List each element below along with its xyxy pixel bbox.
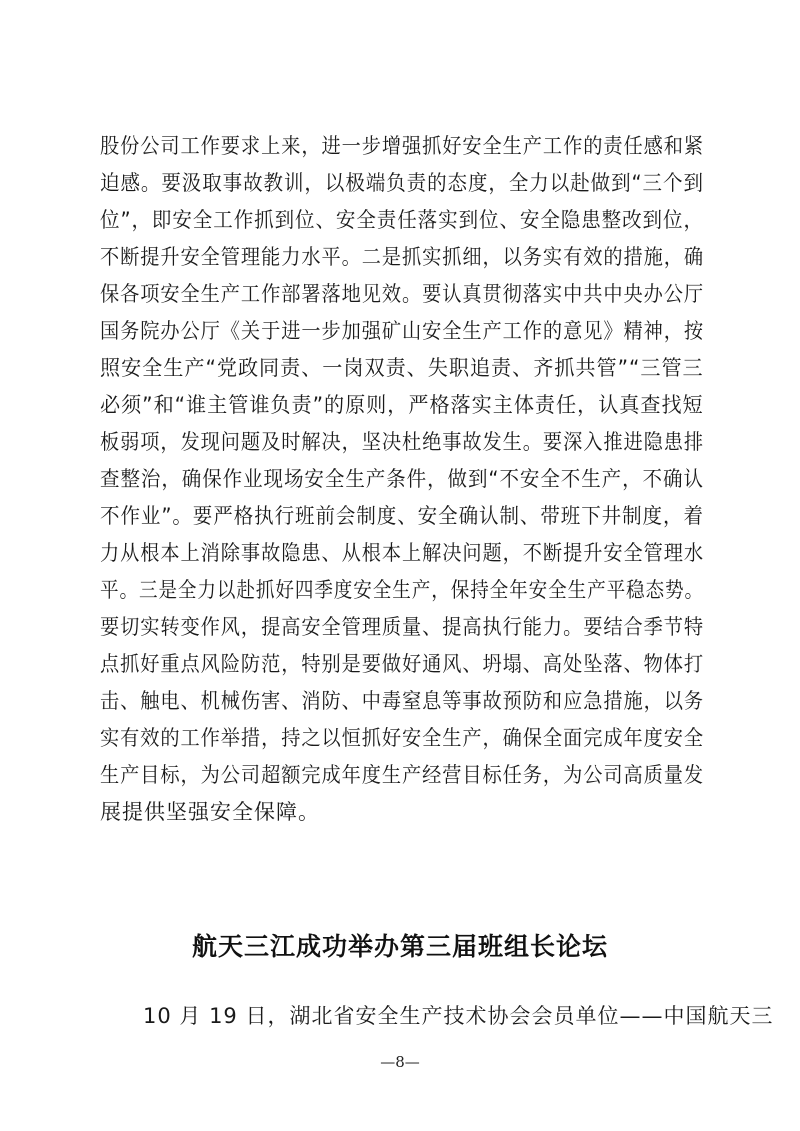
body-paragraph (100, 128, 704, 831)
article-heading: 航天三江成功举办第三届班组长论坛 (191, 932, 608, 961)
body-line: 迫感。要汲取事故教训，以极端负责的态度，全力以赴做到“三个到 (100, 171, 704, 195)
body-line: 位”，即安全工作抓到位、安全责任落实到位、安全隐患整改到位， (100, 208, 704, 232)
body-line: 平。三是全力以赴抓好四季度安全生产，保持全年安全生产平稳态势。 (100, 578, 704, 602)
body-line: 要切实转变作风，提高安全管理质量、提高执行能力。要结合季节特 (100, 615, 704, 639)
body-line: 板弱项，发现问题及时解决，坚决杜绝事故发生。要深入推进隐患排 (100, 430, 704, 454)
paragraph-first-line: 10 月 19 日，湖北省安全生产技术协会会员单位——中国航天三 (143, 1004, 774, 1028)
body-line: 股份公司工作要求上来，进一步增强抓好安全生产工作的责任感和紧 (100, 134, 704, 158)
body-line: 实有效的工作举措，持之以恒抓好安全生产，确保全面完成年度安全 (100, 726, 704, 750)
body-line: 必须”和“谁主管谁负责”的原则，严格落实主体责任，认真查找短 (100, 393, 704, 417)
body-line: 不断提升安全管理能力水平。二是抓实抓细，以务实有效的措施，确 (100, 245, 704, 269)
body-line: 国务院办公厅《关于进一步加强矿山安全生产工作的意见》精神，按 (100, 319, 704, 343)
body-line: 展提供坚强安全保障。 (100, 800, 320, 824)
body-line: 照安全生产“党政同责、一岗双责、失职追责、齐抓共管”“三管三 (100, 356, 704, 380)
body-line: 击、触电、机械伤害、消防、中毒窒息等事故预防和应急措施，以务 (100, 689, 704, 713)
body-line: 查整治，确保作业现场安全生产条件，做到“不安全不生产，不确认 (100, 467, 704, 491)
body-line: 力从根本上消除事故隐患、从根本上解决问题，不断提升安全管理水 (100, 541, 704, 565)
body-line: 保各项安全生产工作部署落地见效。要认真贯彻落实中共中央办公厅 (100, 282, 704, 306)
body-line: 点抓好重点风险防范，特别是要做好通风、坍塌、高处坠落、物体打 (100, 652, 704, 676)
body-line: 生产目标，为公司超额完成年度生产经营目标任务，为公司高质量发 (100, 763, 704, 787)
body-line: 不作业”。要严格执行班前会制度、安全确认制、带班下井制度，着 (100, 504, 704, 528)
page-number: —8— (380, 1053, 420, 1071)
